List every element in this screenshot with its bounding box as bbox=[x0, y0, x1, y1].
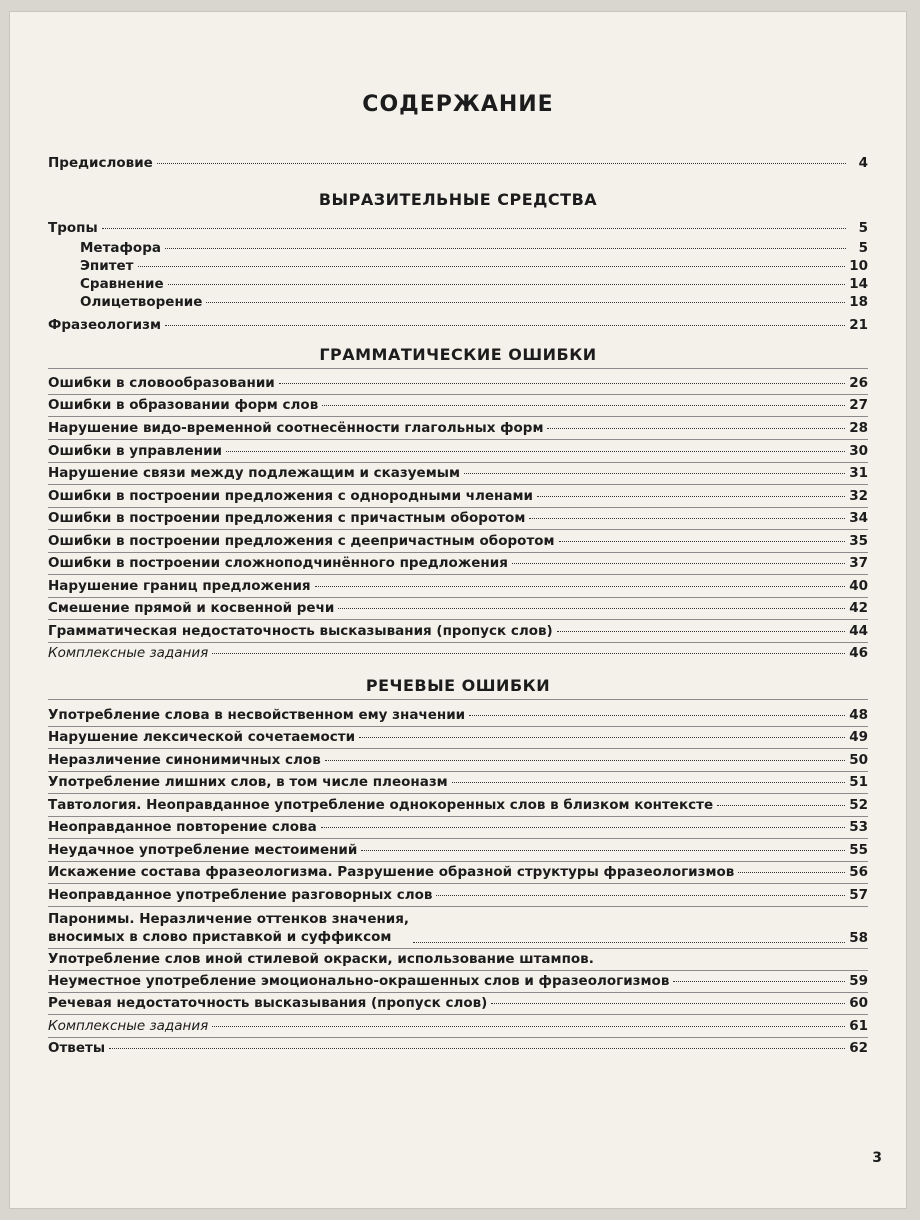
toc-entry bbox=[48, 842, 868, 858]
toc-entry bbox=[80, 294, 868, 310]
toc-label: Тавтология. Неоправданное употребление однокоренных слов в близком контексте bbox=[48, 797, 714, 813]
toc-entry bbox=[48, 887, 868, 903]
toc-entry bbox=[48, 951, 868, 967]
toc-label: Нарушение видо-временной соотнесённости глагольных форм bbox=[48, 420, 544, 436]
toc-entry bbox=[48, 819, 868, 835]
toc-label: Неразличение синонимичных слов bbox=[48, 752, 321, 768]
toc-label: Грамматическая недостаточность высказывания (пропуск слов) bbox=[48, 623, 553, 639]
toc-label-line: вносимых в слово приставкой и суффиксом bbox=[48, 929, 392, 945]
toc-entry bbox=[48, 510, 868, 526]
section-title-speech: РЕЧЕВЫЕ ОШИБКИ bbox=[365, 676, 551, 695]
toc-entry bbox=[80, 258, 868, 274]
divider bbox=[48, 597, 868, 598]
toc-page: 55 bbox=[849, 842, 868, 858]
toc-page: 32 bbox=[849, 488, 868, 504]
toc-page: 44 bbox=[849, 623, 868, 639]
toc-label: Фразеологизм bbox=[48, 317, 161, 333]
toc-label bbox=[48, 910, 409, 946]
toc-page: 37 bbox=[849, 555, 868, 571]
toc-label: Сравнение bbox=[80, 276, 164, 292]
toc-entry bbox=[48, 600, 868, 616]
divider bbox=[48, 748, 868, 749]
toc-label: Тропы bbox=[48, 220, 98, 236]
toc-page: 52 bbox=[849, 797, 868, 813]
toc-page: 59 bbox=[849, 973, 868, 989]
toc-page: 5 bbox=[858, 240, 868, 256]
divider bbox=[48, 394, 868, 395]
divider bbox=[48, 699, 868, 700]
toc-label: Метафора bbox=[80, 240, 161, 256]
toc-page: 56 bbox=[849, 864, 868, 880]
divider bbox=[48, 771, 868, 772]
toc-page: 10 bbox=[849, 258, 868, 274]
divider bbox=[48, 574, 868, 575]
divider bbox=[48, 992, 868, 993]
toc-label: Эпитет bbox=[80, 258, 134, 274]
toc-entry bbox=[48, 645, 868, 661]
divider bbox=[48, 439, 868, 440]
toc-page: 46 bbox=[849, 645, 868, 661]
toc-label: Ошибки в построении сложноподчинённого предложения bbox=[48, 555, 508, 571]
toc-entry bbox=[48, 1018, 868, 1034]
divider bbox=[48, 1037, 868, 1038]
toc-page: 62 bbox=[849, 1040, 868, 1056]
section-title-expressive: ВЫРАЗИТЕЛЬНЫЕ СРЕДСТВА bbox=[318, 190, 598, 209]
toc-label: Ошибки в словообразовании bbox=[48, 375, 275, 391]
toc-page: 50 bbox=[849, 752, 868, 768]
toc-entry bbox=[48, 864, 868, 880]
divider bbox=[48, 816, 868, 817]
toc-entry bbox=[48, 973, 868, 989]
toc-entry bbox=[48, 578, 868, 594]
toc-page: 42 bbox=[849, 600, 868, 616]
divider bbox=[48, 1014, 868, 1015]
divider bbox=[48, 484, 868, 485]
toc-entry bbox=[48, 533, 868, 549]
toc-entry bbox=[48, 752, 868, 768]
toc-page: 40 bbox=[849, 578, 868, 594]
book-page bbox=[10, 12, 906, 1208]
divider bbox=[48, 883, 868, 884]
divider bbox=[48, 552, 868, 553]
toc-entry bbox=[48, 774, 868, 790]
toc-entry bbox=[48, 797, 868, 813]
toc-page: 57 bbox=[849, 887, 868, 903]
toc-page: 30 bbox=[849, 443, 868, 459]
toc-label: Искажение состава фразеологизма. Разрушение образной структуры фразеологизмов bbox=[48, 864, 735, 880]
toc-label: Неоправданное употребление разговорных слов bbox=[48, 887, 433, 903]
toc-label: Ошибки в управлении bbox=[48, 443, 222, 459]
divider bbox=[48, 948, 868, 949]
toc-page: 14 bbox=[849, 276, 868, 292]
toc-label: Смешение прямой и косвенной речи bbox=[48, 600, 335, 616]
toc-label: Предисловие bbox=[48, 155, 153, 171]
toc-entry bbox=[48, 729, 868, 745]
page-number: 3 bbox=[872, 1150, 882, 1166]
toc-label: Употребление слова в несвойственном ему значении bbox=[48, 707, 466, 723]
toc-label: Неудачное употребление местоимений bbox=[48, 842, 358, 858]
toc-page: 18 bbox=[849, 294, 868, 310]
toc-entry-answers bbox=[48, 1040, 868, 1056]
toc-entry bbox=[48, 220, 868, 236]
toc-entry bbox=[80, 276, 868, 292]
divider bbox=[48, 642, 868, 643]
toc-entry bbox=[48, 910, 868, 946]
toc-page: 49 bbox=[849, 729, 868, 745]
toc-label: Ошибки в построении предложения с деепричастным оборотом bbox=[48, 533, 555, 549]
toc-entry bbox=[48, 707, 868, 723]
toc-label: Ошибки в построении предложения с однородными членами bbox=[48, 488, 533, 504]
divider bbox=[48, 970, 868, 971]
divider bbox=[48, 906, 868, 907]
divider bbox=[48, 726, 868, 727]
toc-entry bbox=[48, 443, 868, 459]
toc-page: 53 bbox=[849, 819, 868, 835]
toc-entry-preface bbox=[48, 155, 868, 171]
toc-entry bbox=[48, 488, 868, 504]
divider bbox=[48, 462, 868, 463]
toc-entry bbox=[48, 317, 868, 333]
toc-page: 31 bbox=[849, 465, 868, 481]
divider bbox=[48, 529, 868, 530]
toc-page: 48 bbox=[849, 707, 868, 723]
toc-page: 21 bbox=[849, 317, 868, 333]
toc-label: Ошибки в построении предложения с причастным оборотом bbox=[48, 510, 526, 526]
toc-page: 28 bbox=[849, 420, 868, 436]
toc-entry bbox=[48, 375, 868, 391]
toc-label: Неоправданное повторение слова bbox=[48, 819, 317, 835]
toc-entry bbox=[48, 420, 868, 436]
divider bbox=[48, 416, 868, 417]
toc-label-line: Паронимы. Неразличение оттенков значения, bbox=[48, 911, 410, 927]
toc-label: Комплексные задания bbox=[48, 1018, 209, 1034]
toc-page: 34 bbox=[849, 510, 868, 526]
divider bbox=[48, 793, 868, 794]
page-title: СОДЕРЖАНИЕ bbox=[362, 92, 554, 117]
toc-entry bbox=[48, 623, 868, 639]
toc-page: 5 bbox=[858, 220, 868, 236]
section-title-grammar: ГРАММАТИЧЕСКИЕ ОШИБКИ bbox=[319, 345, 597, 364]
toc-label: Неуместное употребление эмоционально-окрашенных слов и фразеологизмов bbox=[48, 973, 670, 989]
divider bbox=[48, 368, 868, 369]
toc-label: Ошибки в образовании форм слов bbox=[48, 397, 319, 413]
toc-page: 4 bbox=[858, 155, 868, 171]
toc-label: Нарушение связи между подлежащим и сказуемым bbox=[48, 465, 460, 481]
toc-entry bbox=[48, 555, 868, 571]
toc-page: 35 bbox=[849, 533, 868, 549]
toc-page: 27 bbox=[849, 397, 868, 413]
toc-entry bbox=[48, 465, 868, 481]
toc-label: Олицетворение bbox=[80, 294, 203, 310]
toc-page: 51 bbox=[849, 774, 868, 790]
divider bbox=[48, 861, 868, 862]
toc-page: 26 bbox=[849, 375, 868, 391]
toc-label: Речевая недостаточность высказывания (пропуск слов) bbox=[48, 995, 488, 1011]
toc-label: Нарушение лексической сочетаемости bbox=[48, 729, 356, 745]
divider bbox=[48, 619, 868, 620]
toc-entry bbox=[48, 995, 868, 1011]
divider bbox=[48, 507, 868, 508]
toc-label: Комплексные задания bbox=[48, 645, 209, 661]
divider bbox=[48, 838, 868, 839]
toc-label: Нарушение границ предложения bbox=[48, 578, 311, 594]
toc-label: Ответы bbox=[48, 1040, 106, 1056]
toc-label: Употребление лишних слов, в том числе плеоназм bbox=[48, 774, 448, 790]
toc-entry bbox=[48, 397, 868, 413]
toc-page: 60 bbox=[849, 995, 868, 1011]
toc-page: 61 bbox=[849, 1018, 868, 1034]
toc-page: 58 bbox=[849, 930, 868, 946]
toc-label: Употребление слов иной стилевой окраски, использование штампов. bbox=[48, 951, 594, 967]
toc-entry bbox=[80, 240, 868, 256]
